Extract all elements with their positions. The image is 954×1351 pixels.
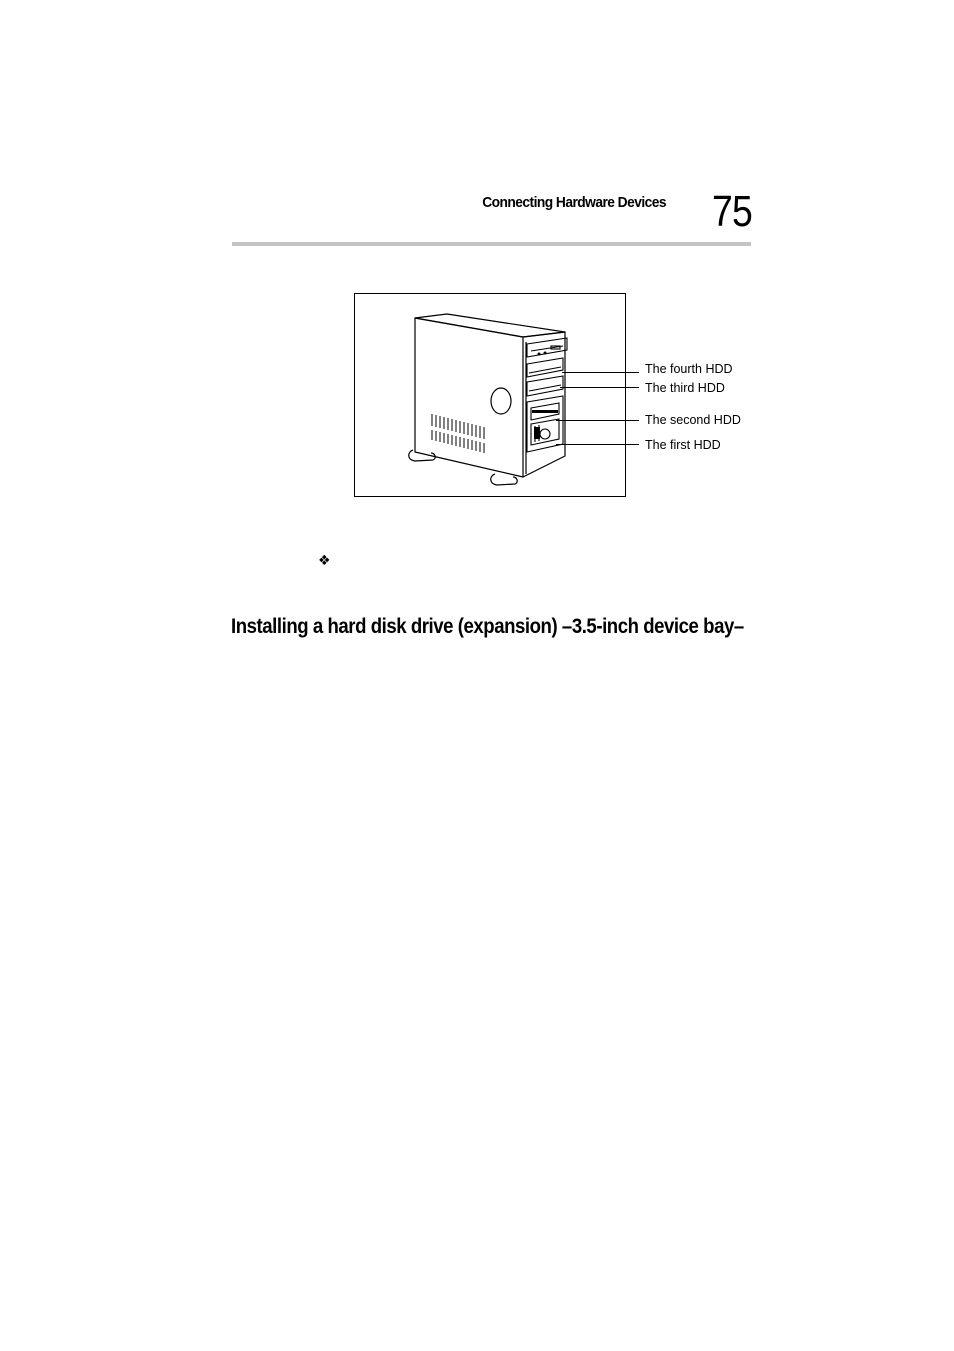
callout-first-hdd: The first HDD [645, 438, 721, 452]
callout-line-fourth [562, 372, 639, 373]
callout-line-second [556, 420, 639, 421]
header-rule [232, 242, 751, 246]
callout-second-hdd: The second HDD [645, 413, 741, 427]
callout-third-hdd: The third HDD [645, 381, 725, 395]
callout-fourth-hdd: The fourth HDD [645, 362, 733, 376]
figure-frame [354, 293, 626, 497]
bullet-icon: ❖ [318, 553, 331, 569]
page-number: 75 [712, 187, 752, 236]
section-heading: Installing a hard disk drive (expansion) –3.5-inch device bay– [231, 615, 744, 638]
callout-line-first [556, 444, 639, 445]
server-tower-illustration [355, 294, 627, 498]
running-head: Connecting Hardware Devices [482, 194, 666, 211]
callout-line-third [560, 387, 639, 388]
